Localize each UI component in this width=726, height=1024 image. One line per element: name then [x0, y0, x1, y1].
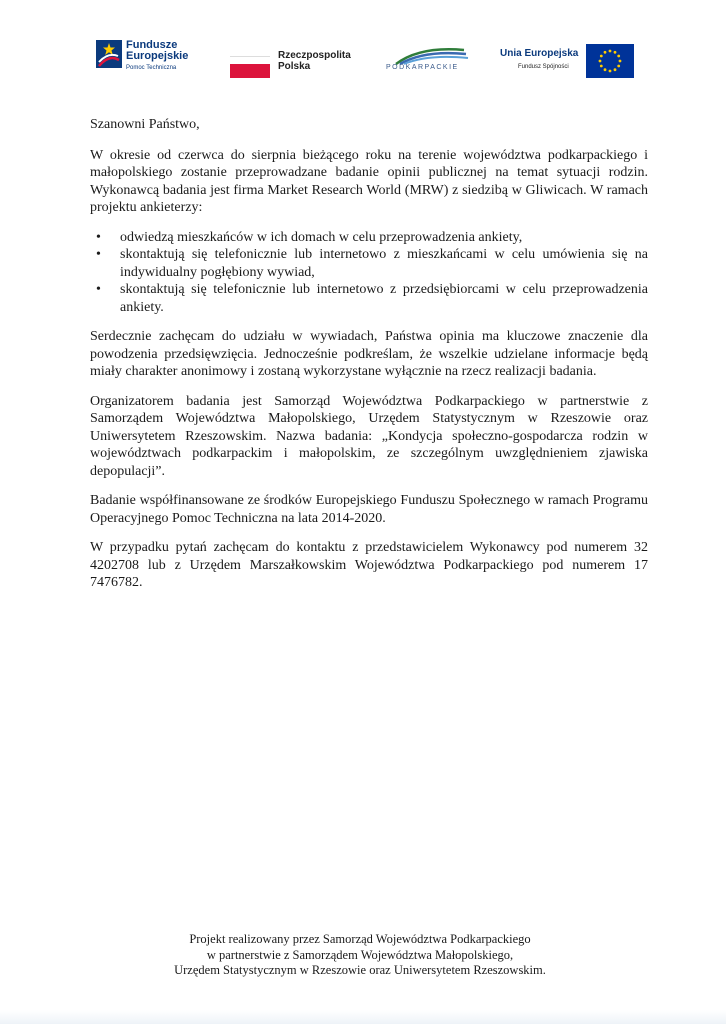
unia-europejska-logo [496, 40, 646, 84]
bullet-icon: • [96, 282, 101, 297]
paragraph-contact: W przypadku pytań zachęcam do kontaktu z przedstawicielem Wykonawcy pod numerem 32 4202708 lub z Urzędem Marszałkowskim Województwa Podkarpackiego pod numerem 17 7476782. [90, 540, 648, 590]
footer-line: w partnerstwie z Samorządem Województwa Małopolskiego, [206, 947, 514, 962]
footer [100, 932, 620, 979]
rzeczpospolita-polska-name: Rzeczpospolita Polska [278, 50, 351, 72]
podkarpackie-name: PODKARPACKIE [386, 64, 459, 71]
eu-flag-icon [586, 44, 634, 78]
fundusze-europejskie-subtitle: Pomoc Techniczna [126, 65, 177, 71]
paragraph-funding: Badanie współfinansowane ze środków Europejskiego Funduszu Społecznego w ramach Programu Operacyjnego Pomoc Techniczna na lata 2014-2020. [90, 493, 648, 526]
paragraph-encouragement: Serdecznie zachęcam do udziału w wywiadach, Państwa opinia ma kluczowe znaczenie dla powodzenia przedsięwzięcia. Jednocześnie podkreślam, że wszelkie udzielane informacje będą miały charakter anonimowy i zostaną wykorzystane wyłącznie na rzecz realizacji badania. [90, 329, 648, 379]
list-item: • skontaktują się telefonicznie lub internetowo z mieszkańcami w celu umówienia się na indywidualny pogłębiony wywiad, [96, 247, 648, 280]
podkarpackie-logo [382, 44, 482, 80]
unia-europejska-fund: Fundusz Spójności [518, 64, 569, 70]
letter-body [90, 116, 648, 604]
greeting: Szanowni Państwo, [90, 117, 200, 132]
podkarpackie-hills-icon [390, 44, 470, 66]
footer-line: Projekt realizowany przez Samorząd Województwa Podkarpackiego [189, 932, 531, 946]
scan-edge-shade [0, 1010, 726, 1024]
logo-bar [0, 38, 726, 88]
rzeczpospolita-polska-logo [230, 42, 360, 82]
list-item: • skontaktują się telefonicznie lub internetowo z przedsiębiorcami w celu przeprowadzenia ankiety. [96, 282, 648, 315]
fundusze-europejskie-emblem-icon [96, 40, 122, 68]
polish-flag-red-icon [230, 64, 270, 78]
bullet-icon: • [96, 229, 101, 245]
paragraph-intro: W okresie od czerwca do sierpnia bieżącego roku na terenie województwa podkarpackiego i małopolskiego zostanie przeprowadzane badanie opinii publicznej na temat sytuacji rodzin. Wykonawcą badania jest firma Market Research World (MRW) z siedzibą w Gliwicach. W ramach projektu ankieterzy: [90, 147, 648, 215]
bullet-list [90, 229, 648, 317]
list-item: • odwiedzą mieszkańców w ich domach w celu przeprowadzenia ankiety, [96, 229, 523, 245]
unia-europejska-name: Unia Europejska [500, 48, 579, 59]
fundusze-europejskie-name: Fundusze Europejskie [126, 39, 189, 62]
fundusze-europejskie-logo [96, 38, 206, 83]
footer-line: Urzędem Statystycznym w Rzeszowie oraz Uniwersytetem Rzeszowskim. [174, 963, 546, 977]
bullet-icon: • [96, 247, 101, 262]
paragraph-organizer: Organizatorem badania jest Samorząd Województwa Podkarpackiego w partnerstwie z Samorządem Województwa Małopolskiego, Urzędem Statystycznym w Rzeszowie oraz Uniwersytetem Rzeszowskim. Nazwa badania: „Kondycja społeczno-gospodarcza rodzin w województwach podkarpackim i małopolskim, ze szczególnym uwzględnieniem zjawiska depopulacji”. [90, 393, 648, 479]
